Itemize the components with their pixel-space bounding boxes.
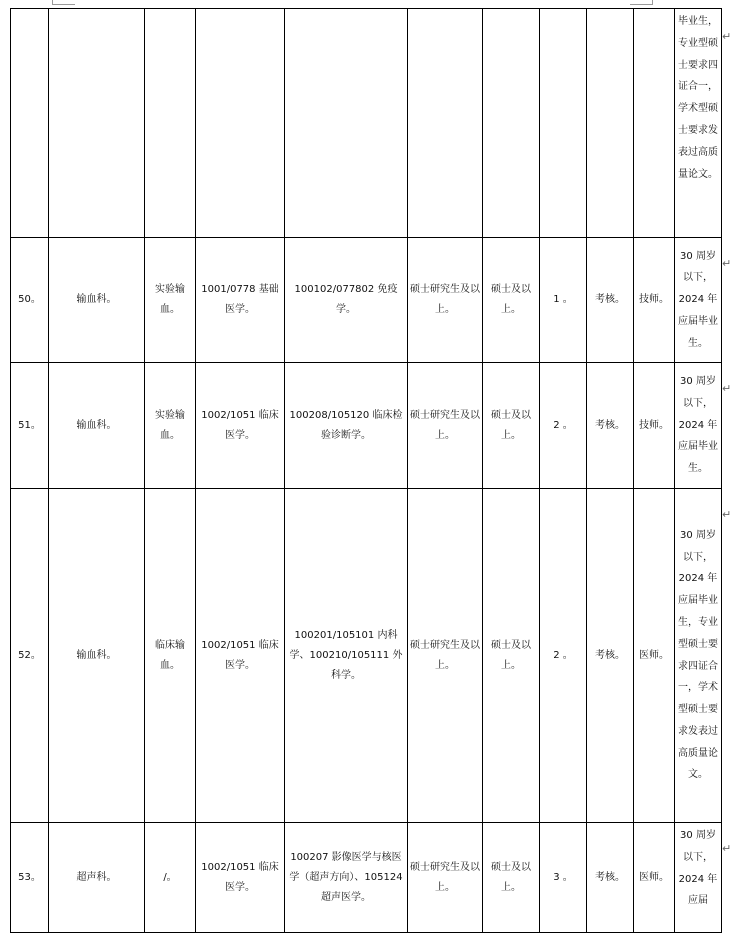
type-cell: 医师。 <box>634 489 675 823</box>
major1-cell <box>196 9 285 238</box>
method-cell: 考核。 <box>587 823 634 933</box>
degree-cell: 硕士研究生及以上。 <box>408 238 483 363</box>
major1-cell: 1002/1051 临床医学。 <box>196 363 285 489</box>
dept-cell: 输血科。 <box>49 489 145 823</box>
table-row <box>11 489 722 823</box>
seq-cell: 53。 <box>11 823 49 933</box>
note-cell: 30 周岁以下，2024 年应届毕业生。 <box>675 363 722 489</box>
table-row <box>11 363 722 489</box>
seq-cell <box>11 9 49 238</box>
type-cell: 技师。 <box>634 238 675 363</box>
seq-cell: 52。 <box>11 489 49 823</box>
edu-cell: 硕士及以上。 <box>483 823 540 933</box>
num-cell: 1 。 <box>540 238 587 363</box>
major2-cell: 100208/105120 临床检验诊断学。 <box>285 363 408 489</box>
post-cell: 临床输血。 <box>145 489 196 823</box>
paragraph-mark-icon: ↵ <box>722 30 731 43</box>
num-cell: 2 。 <box>540 489 587 823</box>
paragraph-mark-icon: ↵ <box>722 382 731 395</box>
degree-cell: 硕士研究生及以上。 <box>408 363 483 489</box>
dept-cell: 超声科。 <box>49 823 145 933</box>
seq-cell: 51。 <box>11 363 49 489</box>
major1-cell: 1002/1051 临床医学。 <box>196 489 285 823</box>
dept-cell: 输血科。 <box>49 363 145 489</box>
major1-cell: 1002/1051 临床医学。 <box>196 823 285 933</box>
page-corner-mark-right <box>630 0 653 5</box>
edu-cell: 硕士及以上。 <box>483 363 540 489</box>
paragraph-mark-icon: ↵ <box>722 842 731 855</box>
num-cell: 3 。 <box>540 823 587 933</box>
type-cell <box>634 9 675 238</box>
table-row <box>11 823 722 933</box>
post-cell <box>145 9 196 238</box>
dept-cell <box>49 9 145 238</box>
num-cell <box>540 9 587 238</box>
note-cell: 30 周岁以下，2024 年应届 <box>675 823 722 933</box>
note-cell: 30 周岁以下，2024 年应届毕业生，专业型硕士要求四证合一，学术型硕士要求发表过高质量论文。 <box>675 489 722 823</box>
major2-cell <box>285 9 408 238</box>
major2-cell: 100201/105101 内科学、100210/105111 外科学。 <box>285 489 408 823</box>
note-cell: 30 周岁以下，2024 年应届毕业生。 <box>675 238 722 363</box>
degree-cell: 硕士研究生及以上。 <box>408 489 483 823</box>
note-cell: 毕业生，专业型硕士要求四证合一，学术型硕士要求发表过高质量论文。 <box>675 9 722 238</box>
degree-cell <box>408 9 483 238</box>
method-cell <box>587 9 634 238</box>
edu-cell: 硕士及以上。 <box>483 489 540 823</box>
page-corner-mark-left <box>52 0 75 5</box>
paragraph-mark-icon: ↵ <box>722 508 731 521</box>
degree-cell: 硕士研究生及以上。 <box>408 823 483 933</box>
table-row <box>11 238 722 363</box>
post-cell: 实验输血。 <box>145 238 196 363</box>
method-cell: 考核。 <box>587 489 634 823</box>
major2-cell: 100102/077802 免疫学。 <box>285 238 408 363</box>
major2-cell: 100207 影像医学与核医学（超声方向）、105124 超声医学。 <box>285 823 408 933</box>
seq-cell: 50。 <box>11 238 49 363</box>
recruitment-table <box>10 8 722 933</box>
num-cell: 2 。 <box>540 363 587 489</box>
method-cell: 考核。 <box>587 238 634 363</box>
post-cell: /。 <box>145 823 196 933</box>
method-cell: 考核。 <box>587 363 634 489</box>
type-cell: 技师。 <box>634 363 675 489</box>
type-cell: 医师。 <box>634 823 675 933</box>
table-row <box>11 9 722 238</box>
paragraph-mark-icon: ↵ <box>722 257 731 270</box>
post-cell: 实验输血。 <box>145 363 196 489</box>
dept-cell: 输血科。 <box>49 238 145 363</box>
edu-cell: 硕士及以上。 <box>483 238 540 363</box>
edu-cell <box>483 9 540 238</box>
major1-cell: 1001/0778 基础医学。 <box>196 238 285 363</box>
